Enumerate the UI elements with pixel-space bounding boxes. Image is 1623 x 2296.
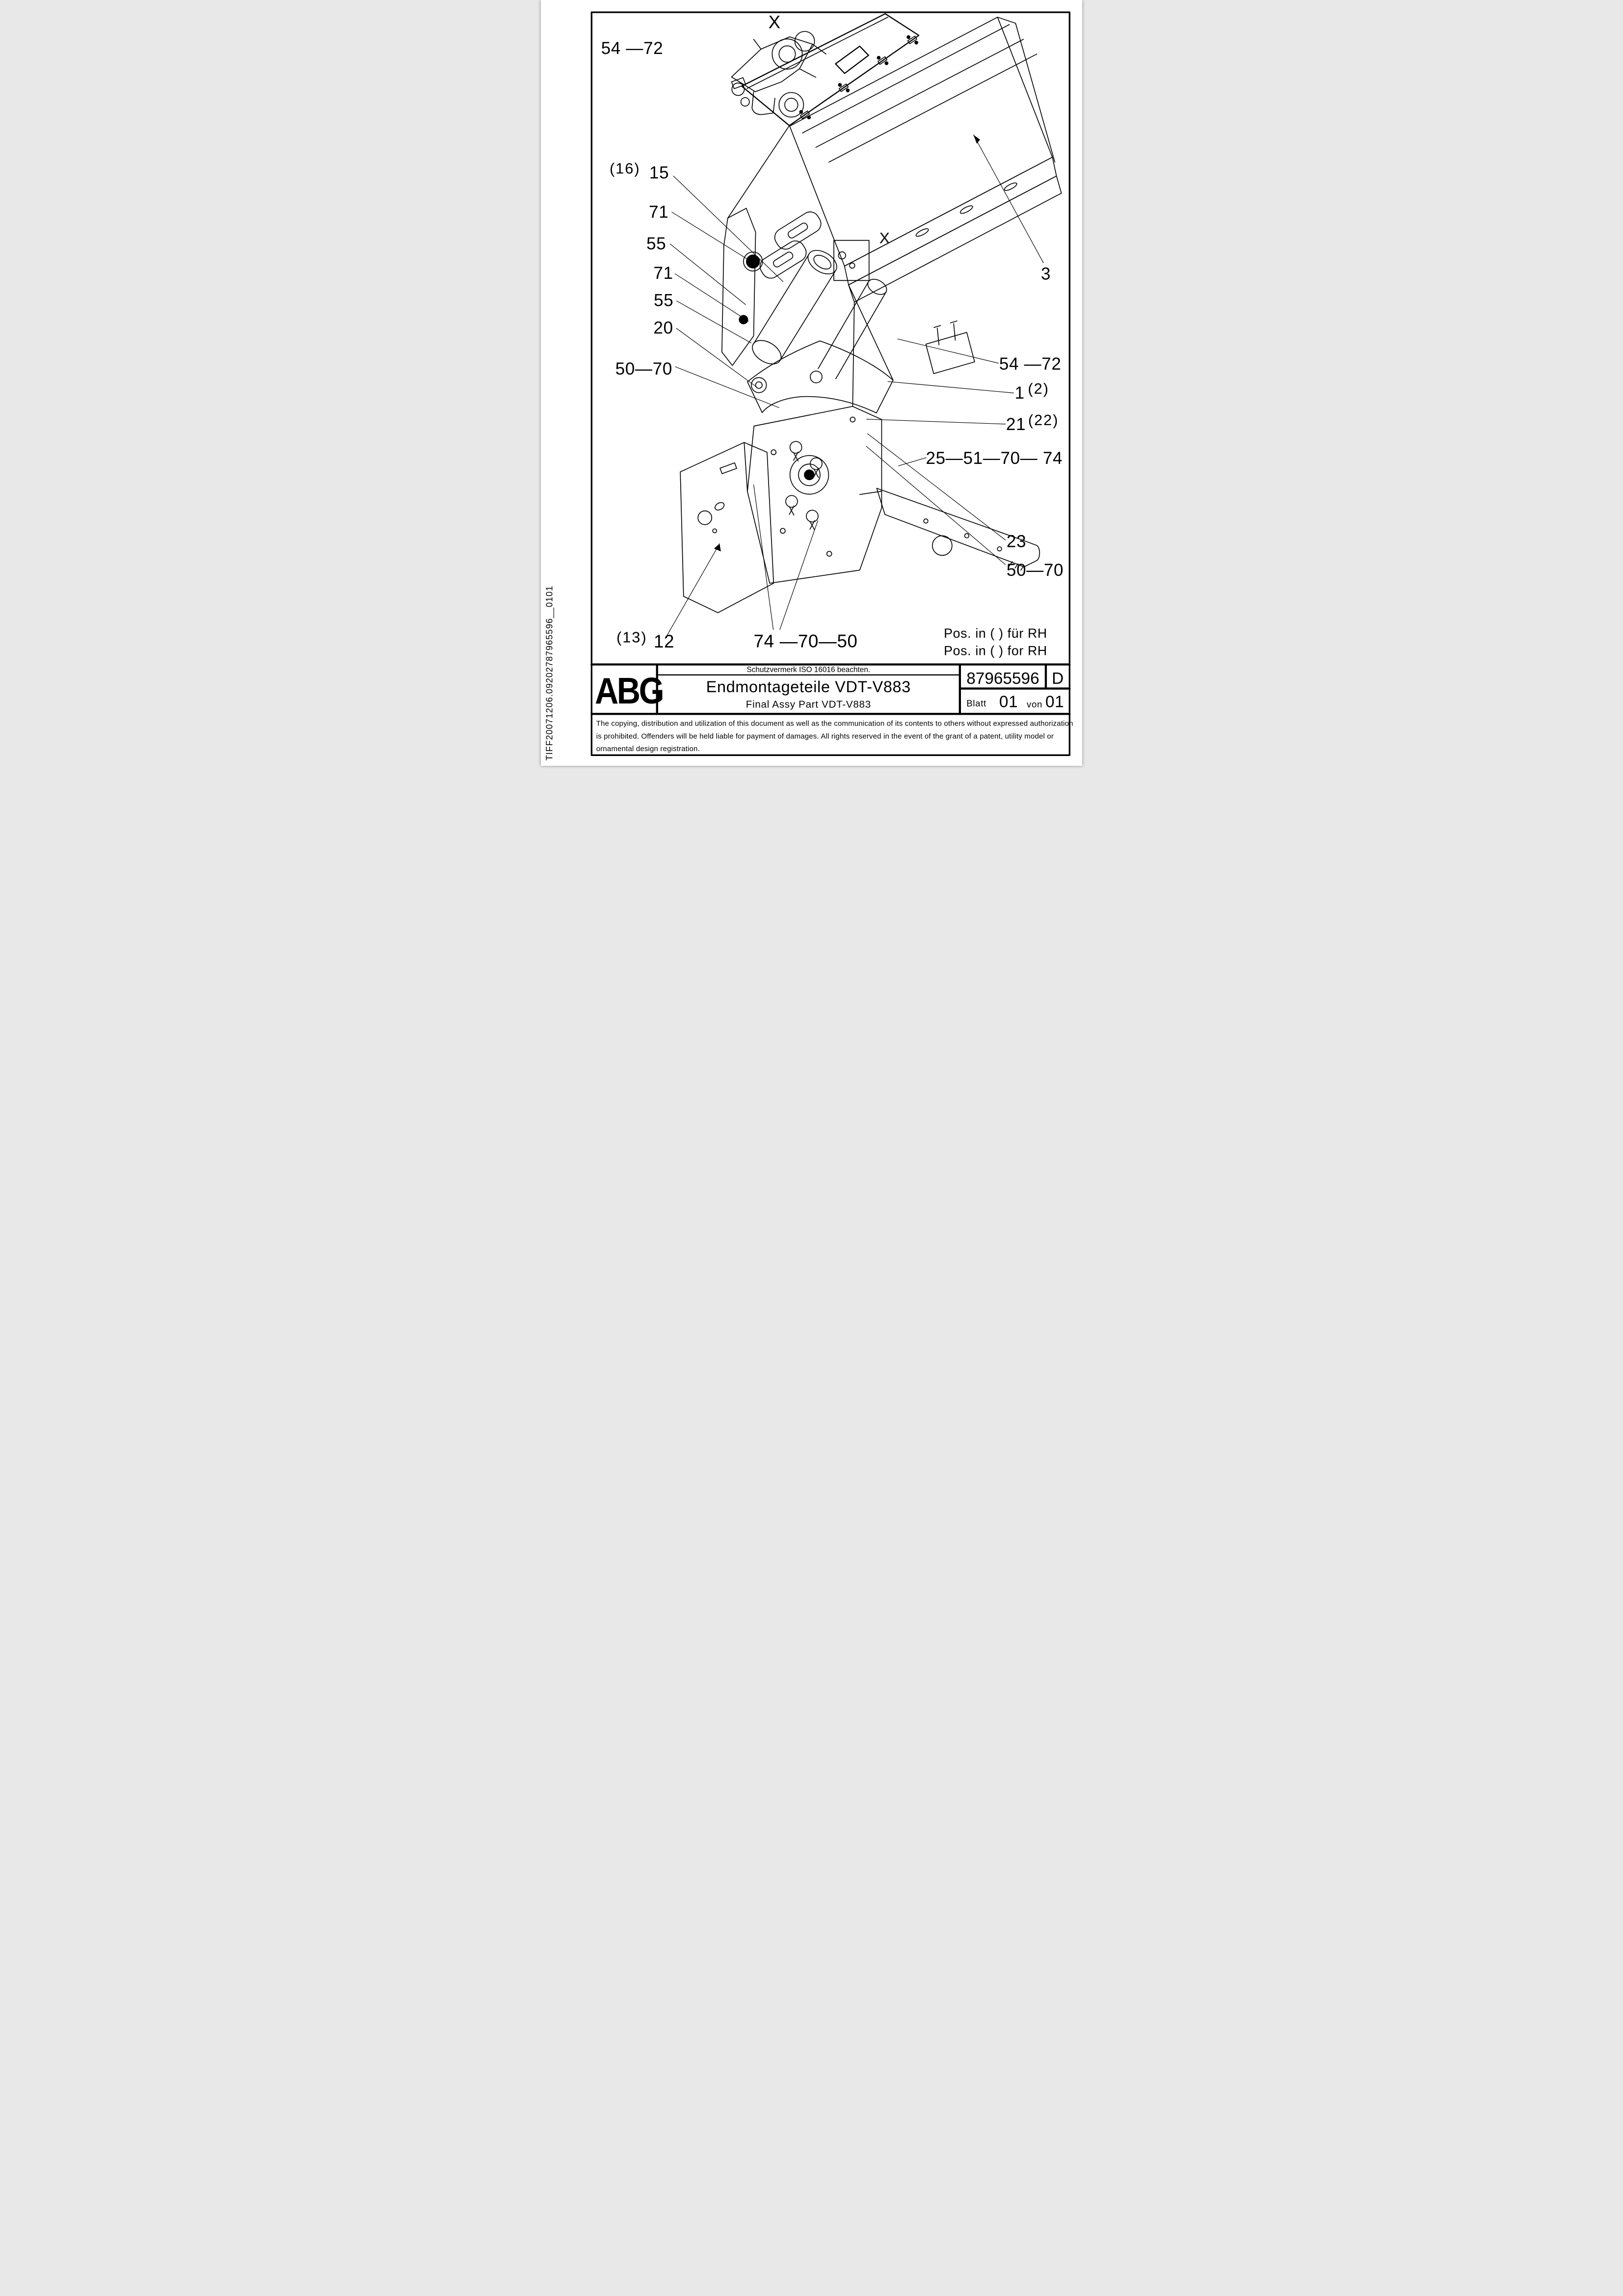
file-reference-vertical: TIFF20071206.09202787965596__0101	[544, 585, 555, 761]
leader-lines	[665, 135, 1043, 639]
drawing-canvas	[541, 0, 1082, 766]
sheet-number: 01	[999, 692, 1018, 711]
detail-view-x	[732, 31, 826, 117]
callout-12: 12	[654, 631, 675, 652]
document-number: 87965596	[966, 669, 1039, 688]
callout-71-a: 71	[649, 202, 669, 222]
callout-16-15	[610, 160, 669, 183]
callout-13-paren: (13)	[616, 629, 647, 646]
disclaimer-line-1: The copying, distribution and utilization of this document as well as the communication of its contents to others without expressed authorization	[596, 719, 1073, 728]
sheet-total: 01	[1045, 692, 1064, 711]
callout-3: 3	[1040, 264, 1051, 284]
drawing-title-de: Endmontageteile VDT-V883	[706, 677, 911, 696]
drawing-title-en: Final Assy Part VDT-V883	[745, 699, 871, 710]
disclaimer-line-3: ornamental design registration.	[596, 744, 700, 753]
callout-55-b: 55	[654, 291, 674, 310]
sheet-of-label: von	[1026, 699, 1043, 709]
callout-50-70-left: 50—70	[615, 359, 673, 378]
detail-marker-x-mid: X	[879, 229, 890, 247]
protection-notice: Schutzvermerk ISO 16016 beachten.	[746, 665, 871, 674]
callout-21-22	[1006, 411, 1059, 434]
screed-box-body	[728, 17, 1062, 406]
callout-54-72-top: 54 —72	[601, 38, 664, 58]
callout-71-b: 71	[653, 263, 673, 283]
callout-55-a: 55	[646, 234, 666, 253]
callout-13-12	[616, 629, 675, 652]
end-plate-assembly	[747, 406, 882, 583]
callout-16: (16)	[610, 160, 640, 177]
note-pos-rh-en: Pos. in ( ) for RH	[944, 643, 1047, 658]
callout-20: 20	[653, 318, 673, 338]
callout-50-70-right: 50—70	[1006, 560, 1064, 580]
drawing-page	[541, 0, 1082, 766]
callout-22-paren: (22)	[1028, 411, 1059, 429]
revision-letter: D	[1052, 669, 1064, 688]
callout-1: 1	[1014, 383, 1025, 403]
note-pos-rh-de: Pos. in ( ) für RH	[944, 626, 1047, 641]
callout-21: 21	[1006, 414, 1026, 434]
callout-74-70-50: 74 —70—50	[753, 631, 858, 651]
detail-marker-x-top: X	[768, 12, 781, 32]
company-logo: ABG	[595, 670, 663, 712]
disclaimer-line-2: is prohibited. Offenders will be held liable for payment of damages. All rights reserved in the event of the grant of a patent, utility model or	[596, 731, 1054, 740]
callout-23: 23	[1006, 532, 1027, 551]
callout-25-51-70-74: 25—51—70— 74	[926, 448, 1063, 468]
callout-2-paren: (2)	[1028, 380, 1049, 397]
lower-beam	[860, 488, 1040, 570]
callout-15: 15	[649, 163, 669, 183]
callout-1-2	[1014, 380, 1049, 403]
callout-54-72-right: 54 —72	[999, 354, 1062, 374]
sheet-label: Blatt	[966, 698, 986, 708]
